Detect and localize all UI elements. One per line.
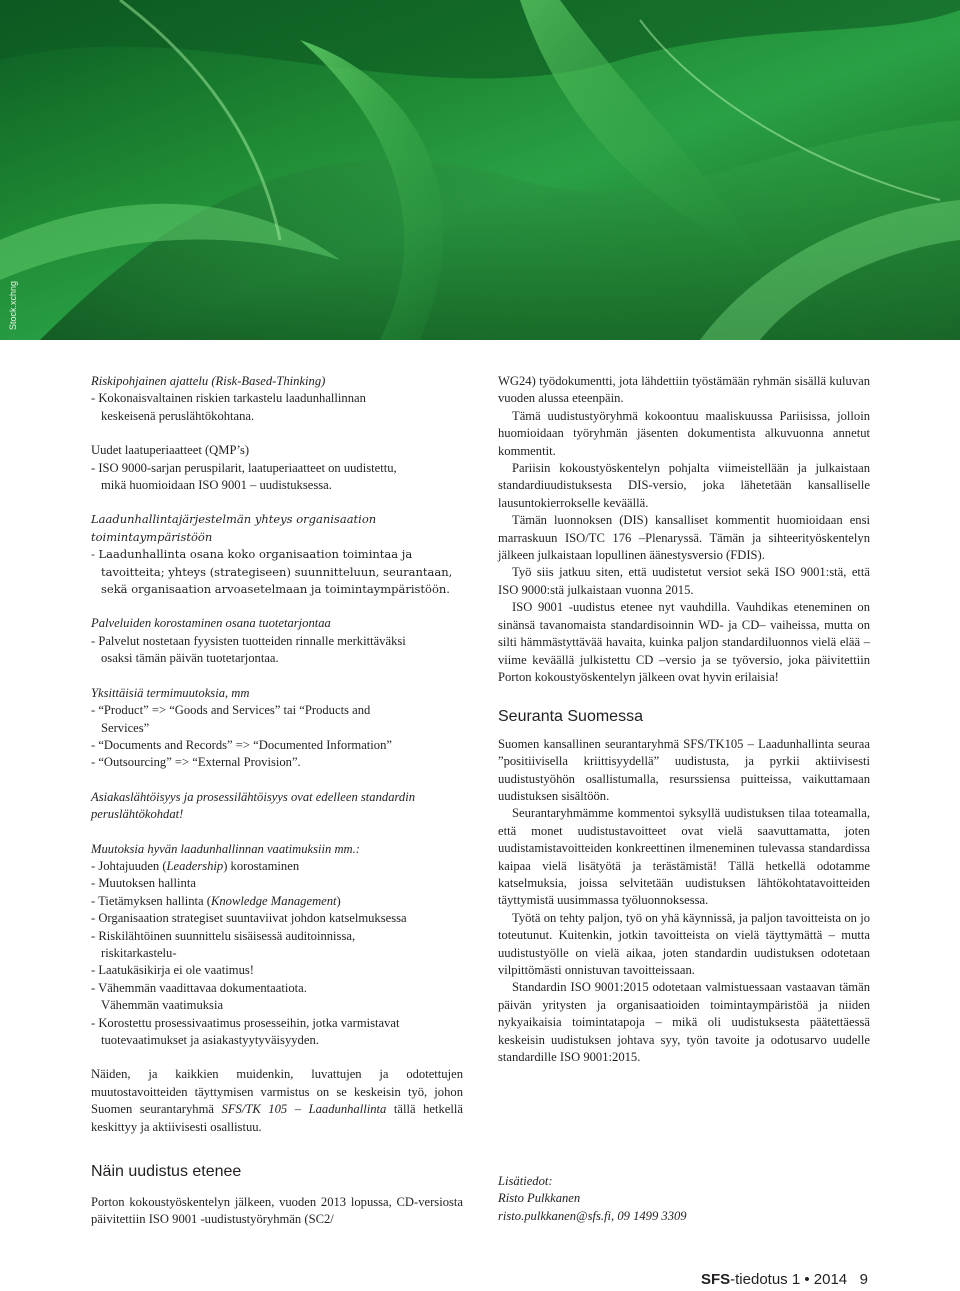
- block-line: tuotevaatimukset ja asiakastyytyväisyyden.: [101, 1033, 319, 1047]
- block-line: - Laadunhallinta osana koko organisaation toimintaa ja: [91, 547, 413, 562]
- paragraph: ISO 9001 -uudistus etenee nyt vauhdilla. Vauhdikas eteneminen on sinänsä tavanomaista standardisoinnin WD- ja CD– vaiheissa, mutta on silti hämmästyttävää havaita, kuinka paljon standardiluonnos vielä elää – viime keväällä julkistettu CD –versio ja se työversio, joka päivitettiin Porton kokoustyöskentelyn jälkeen ovat hyvin erilaisia!: [498, 600, 870, 684]
- block-line: mikä huomioidaan ISO 9001 – uudistuksessa.: [101, 478, 332, 493]
- block-heading: Laadunhallintajärjestelmän yhteys organisaation: [91, 512, 377, 527]
- block-line: - “Documents and Records” => “Documented Information”: [91, 737, 392, 752]
- customer-process-block: [91, 789, 463, 824]
- section-heading-monitoring: Seuranta Suomessa: [498, 708, 643, 726]
- block-line: - “Product” => “Goods and Services” tai “Products and: [91, 703, 371, 718]
- progress-paragraph: Porton kokoustyöskentelyn jälkeen, vuoden 2013 lopussa, CD-versiosta päivitettiin ISO 9001 -uudistustyöryhmän (SC2/: [91, 1195, 463, 1227]
- paragraph: Standardin ISO 9001:2015 odotetaan valmistuessaan vastaavan tämän päivän yritysten ja organisaatioiden toimintaympäristöä ja niiden nykyaikaisia toimintatapoja – mikä oli uudistuksesta päätettäessä keskeisin uudistuksen johtava syy, työn tavoite ja odotusarvo uudelle standardille ISO 9001:2015.: [498, 980, 870, 1065]
- block-line: riskitarkastelu-: [101, 945, 177, 960]
- risk-based-thinking-block: [91, 373, 463, 425]
- block-line: - “Outsourcing” => “External Provision”.: [91, 755, 301, 770]
- services-block: [91, 615, 463, 667]
- block-heading: peruslähtökohdat!: [91, 807, 184, 822]
- page-footer: [701, 1271, 868, 1288]
- block-line: - Riskilähtöinen suunnittelu sisäisessä auditoinnissa,: [91, 928, 356, 943]
- paragraph: WG24) työdokumentti, jota lähdettiin työstämään ryhmän sisällä kuluvan vuoden alussa eteenpäin.: [498, 374, 870, 406]
- block-line: - Kokonaisvaltainen riskien tarkastelu laadunhallinnan: [91, 391, 366, 406]
- publication-label: -tiedotus 1 • 2014: [730, 1271, 848, 1288]
- section-heading-progress: Näin uudistus etenee: [91, 1163, 242, 1180]
- paragraph: Työtä on tehty paljon, työ on yhä käynnissä, ja paljon tavoitteista on jo toteutunut. Kuitenkin, jotkin tavoitteista on vielä täyttymättä – mutta uudistustyölle on vielä aikaa, joten standardin uudistuksen odotetaan vilpittömästi onnistuvan tavoitteissaan.: [498, 910, 870, 977]
- page-number: 9: [859, 1271, 868, 1288]
- paragraph: Työ siis jatkuu siten, että uudistetut versiot sekä ISO 9001:stä, että ISO 9000:stä julkaistaan vuonna 2015.: [498, 565, 870, 597]
- brand-label: SFS: [700, 1271, 731, 1288]
- closing-paragraph: Näiden, ja kaikkien muidenkin, luvattujen ja odotettujen muutostavoitteiden täyttymisen varmistus on se keskeisin työ, johon Suomen seurantaryhmä SFS/TK 105 – Laadunhallinta tällä hetkellä keskittyy ja aktiivisesti osallistuu.: [91, 1067, 463, 1134]
- block-line: - Tietämyksen hallinta (Knowledge Management): [91, 893, 341, 908]
- block-line: Vähemmän vaatimuksia: [101, 998, 224, 1013]
- paragraph: Tämä uudistustyöryhmä kokoontuu maaliskuussa Pariisissa, jolloin huomioidaan työryhmän jäsenten dokumentista alkuvuonna annetut kommentit.: [498, 408, 870, 458]
- qms-context-block: [91, 511, 463, 598]
- block-line: tavoitteita; yhteys (strategiseen) suunnitteluun, seurantaan,: [101, 564, 453, 579]
- quality-principles-block: [91, 442, 463, 494]
- block-line: sekä organisaation arvoasetelmaan ja toimintaympäristöön.: [101, 582, 450, 597]
- block-line: - Johtajuuden (Leadership) korostaminen: [91, 858, 300, 873]
- photo-credit: Stock.xchng: [8, 280, 18, 330]
- block-heading: Asiakaslähtöisyys ja prosessilähtöisyys ovat edelleen standardin: [91, 789, 416, 804]
- left-column: [91, 373, 463, 1136]
- contact-info: [498, 1173, 687, 1225]
- block-heading: Yksittäisiä termimuutoksia, mm: [91, 685, 250, 700]
- paragraph: Pariisin kokoustyöskentelyn pohjalta viimeistellään ja julkaistaan standardiuudistuksesta DIS-versio, joka lähetetään kansalliselle lausuntokierrokselle keväällä.: [498, 461, 870, 510]
- block-line: - Organisaation strategiset suuntaviivat johdon katselmuksessa: [91, 911, 407, 926]
- block-line: osaksi tämän päivän tuotetarjontaa.: [101, 651, 279, 666]
- block-heading: toimintaympäristöön: [91, 529, 213, 544]
- contact-details[interactable]: risto.pulkkanen@sfs.fi, 09 1499 3309: [498, 1208, 687, 1223]
- right-column: [498, 373, 870, 1066]
- block-line: - Muutoksen hallinta: [91, 876, 196, 891]
- block-line: - Korostettu prosessivaatimus prosesseihin, jotka varmistavat: [91, 1015, 400, 1030]
- block-line: - ISO 9000-sarjan peruspilarit, laatuperiaatteet on uudistettu,: [91, 460, 397, 475]
- header-photo: [0, 0, 960, 340]
- block-heading: Muutoksia hyvän laadunhallinnan vaatimuksiin mm.:: [91, 841, 360, 856]
- block-line: keskeisenä peruslähtökohtana.: [101, 408, 255, 423]
- requirement-changes-block: [91, 841, 463, 1050]
- block-heading: Uudet laatuperiaatteet (QMP’s): [91, 443, 250, 458]
- block-line: - Vähemmän vaadittavaa dokumentaatiota.: [91, 980, 307, 995]
- block-line: - Palvelut nostetaan fyysisten tuotteiden rinnalle merkittäväksi: [91, 633, 406, 648]
- progress-paragraph-container: [91, 1194, 463, 1229]
- paragraph: Seurantaryhmämme kommentoi syksyllä uudistuksen tilaa toteamalla, että monet uudistustavoitteet ovat vielä saavuttamatta, joten uudistamistavoitteiden konkreettinen ilmeneminen tulevassa standardissa kaipaa vielä lisätyötä ja terästämistä! Tällä hetkellä odotamme katselmuksia, joissa selvitetään uudistuksen lähtökohtatavoitteiden täyttymistä uusimmassa työluonnoksessa.: [498, 806, 870, 908]
- block-line: Services”: [101, 720, 150, 735]
- contact-label: Lisätiedot:: [498, 1174, 553, 1188]
- green-leaves-graphic: [0, 0, 960, 340]
- paragraph: Suomen kansallinen seurantaryhmä SFS/TK105 – Laadunhallinta seuraa ”positiivisella kriittisyydellä” uudistusta, ja pyrkii aktiivisesti uudistustyöhön osallistumalla, resurssiensa puitteissa, vaikuttamaan uudistuksen sisältöön.: [498, 736, 870, 803]
- block-heading: Palveluiden korostaminen osana tuotetarjontaa: [91, 616, 331, 631]
- contact-name: Risto Pulkkanen: [498, 1191, 581, 1206]
- term-changes-block: [91, 685, 463, 772]
- block-line: - Laatukäsikirja ei ole vaatimus!: [91, 963, 254, 978]
- paragraph: Tämän luonnoksen (DIS) kansalliset kommentit huomioidaan ensi marraskuun ISO/TC 176 –Plenaryssä. Tämän ja sihteerityöskentelyn jälkeen julkaistaan lopullinen äänestysversio (FDIS).: [498, 513, 870, 563]
- block-heading: Riskipohjainen ajattelu (Risk-Based-Thinking): [91, 374, 326, 388]
